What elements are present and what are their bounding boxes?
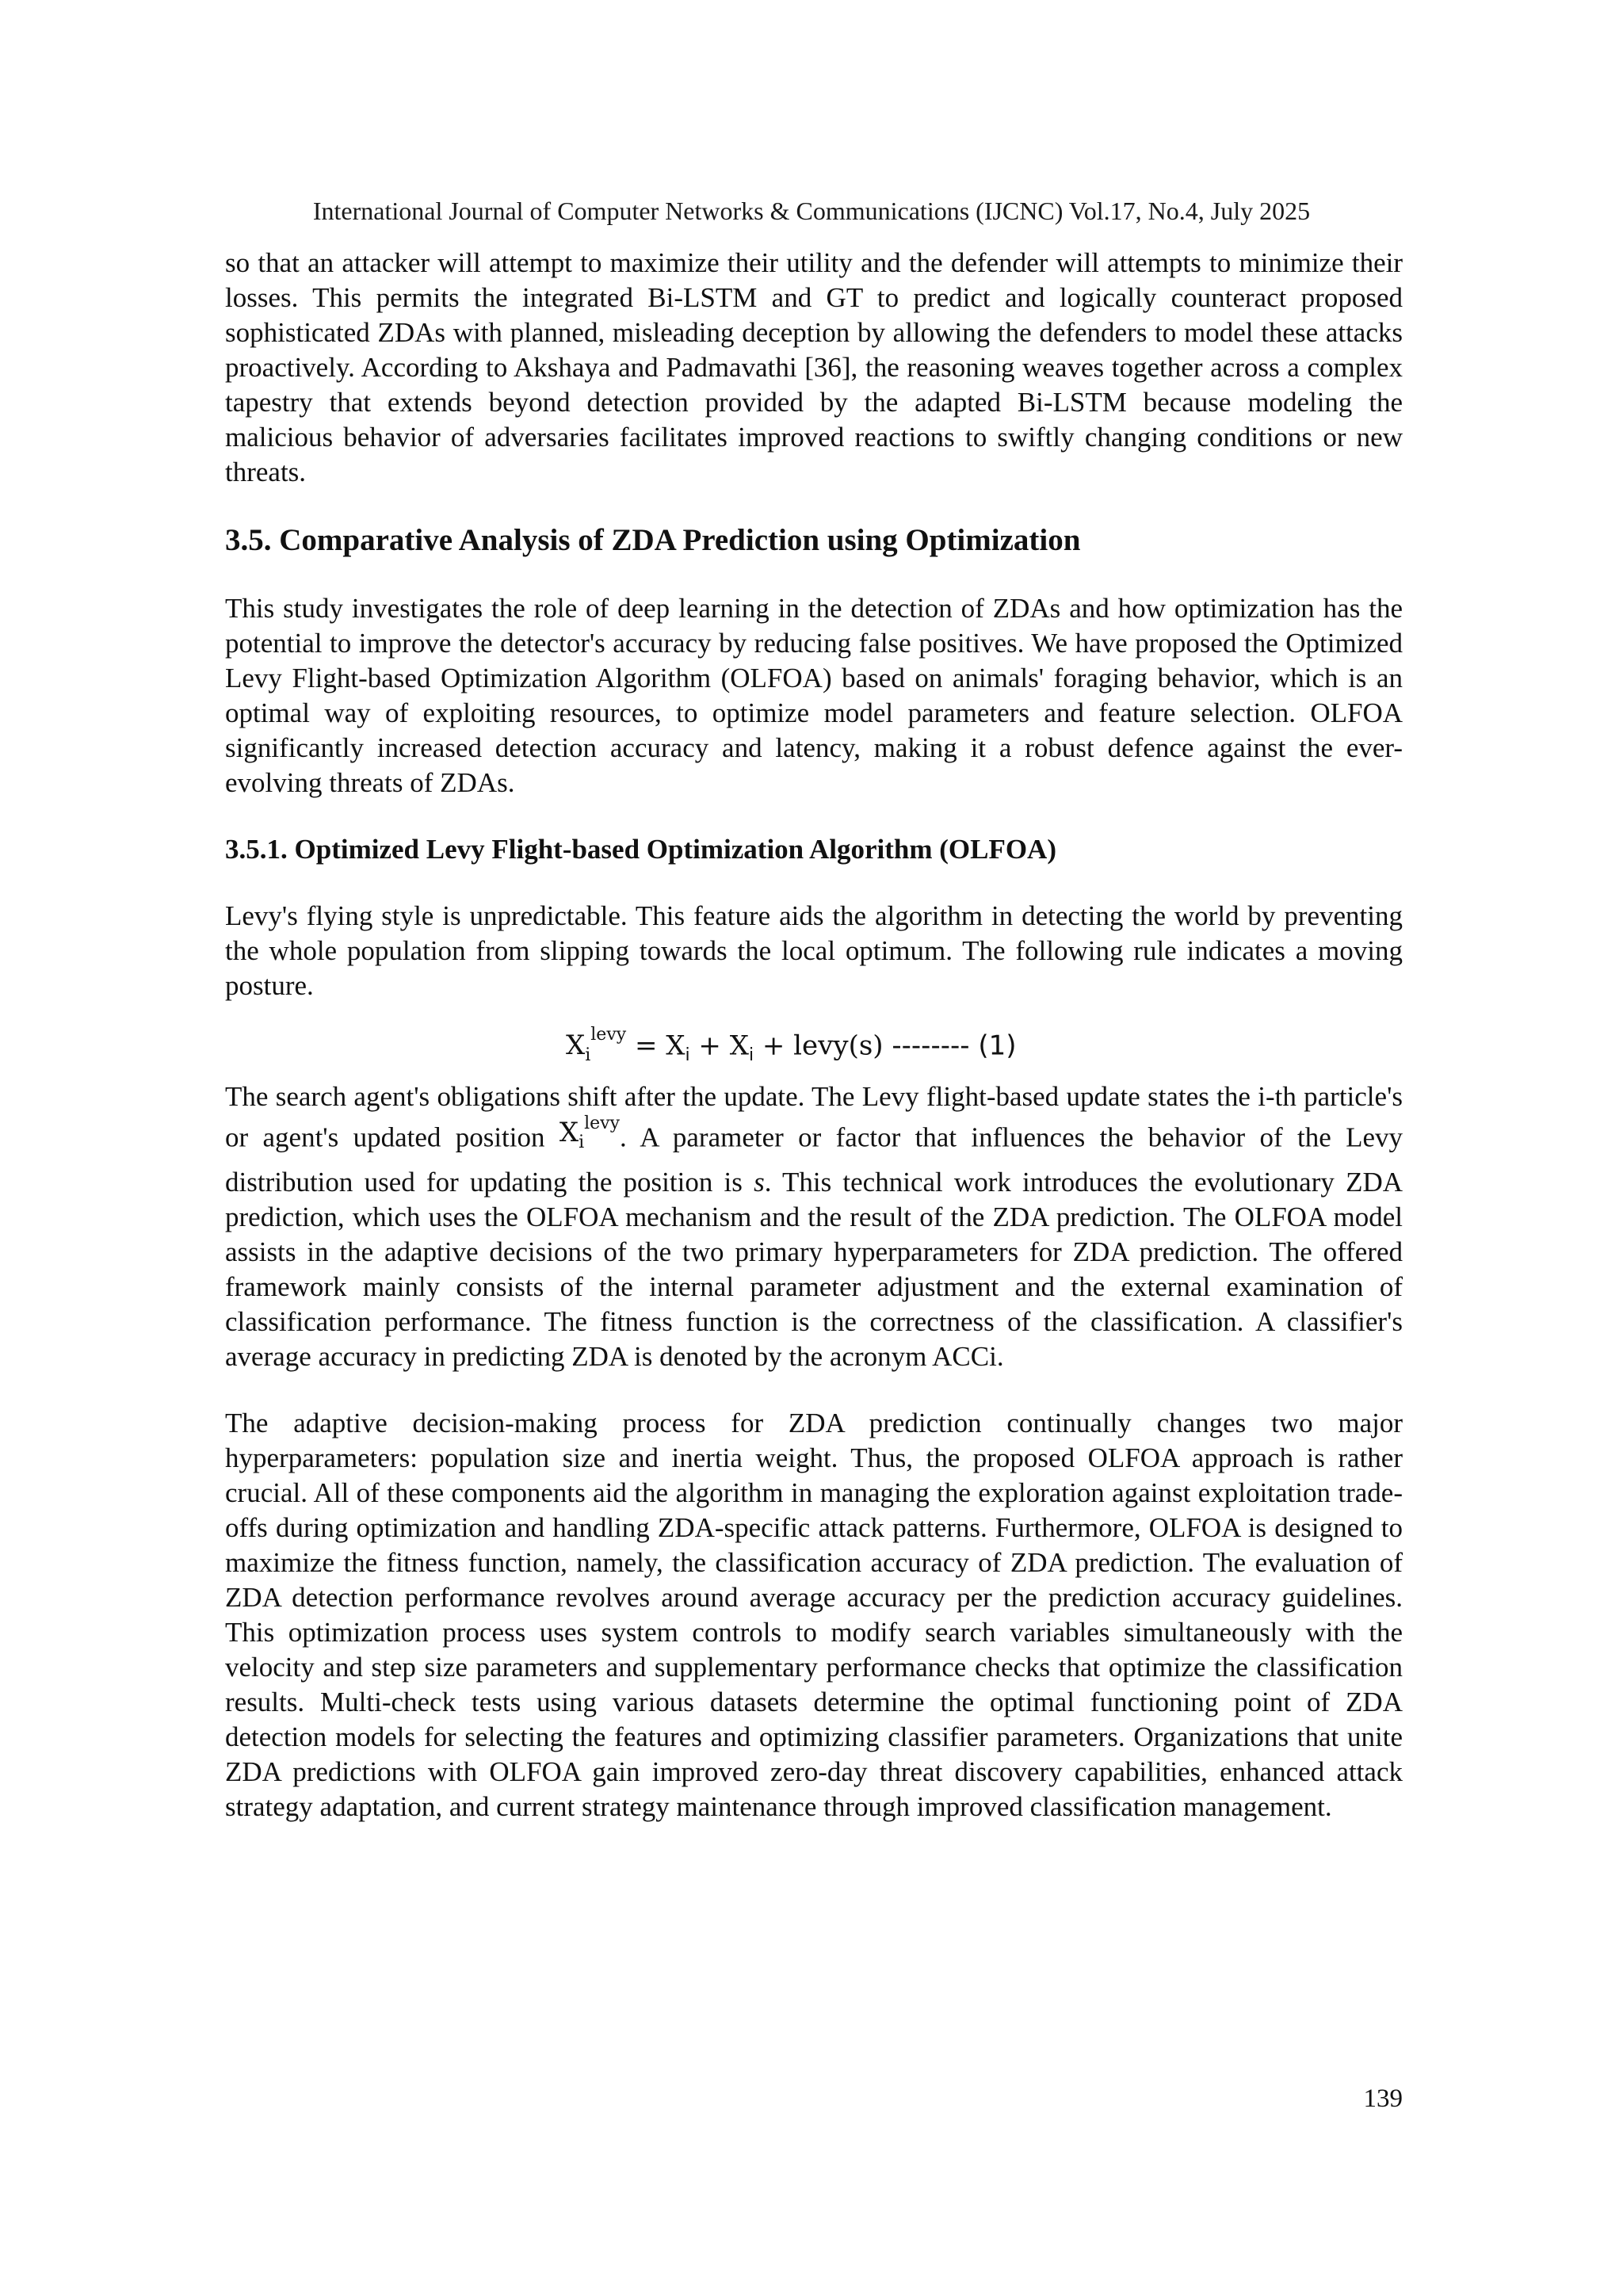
inline-math-x-levy: $X_i^{levy}$	[559, 1114, 621, 1153]
equation-block	[225, 1003, 1403, 1079]
paragraph-levy-update: The search agent's obligations shift after the update. The Levy flight-based update states the i-th particle's or agent's updated position $X_i^{levy}$. A parameter or factor that influences the behavior of the Levy distribution used for updating the position is s. This technical work introduces the evolutionary ZDA prediction, which uses the OLFOA mechanism and the result of the ZDA prediction. The OLFOA model assists in the adaptive decisions of the two primary hyperparameters for ZDA prediction. The offered framework mainly consists of the internal parameter adjustment and the external examination of classification performance. The fitness function is the correctness of the classification. A classifier's average accuracy in predicting ZDA is denoted by the acronym ACCi.	[225, 1081, 1403, 1373]
body-text	[225, 246, 1403, 1824]
equation-number: (1)	[978, 1030, 1017, 1062]
equation-1: $X_i^{levy} = X_i + X_i$ + levy(s) -------- (1)	[566, 1025, 1017, 1066]
paragraph-adaptive-process: The adaptive decision-making process for ZDA prediction continually changes two major hyperparameters: population size and inertia weight. Thus, the proposed OLFOA approach is rather crucial. All of these components aid the algorithm in managing the exploration against exploitation trade-offs during optimization and handling ZDA-specific attack patterns. Furthermore, OLFOA is designed to maximize the fitness function, namely, the classification accuracy of ZDA prediction. The evaluation of ZDA detection performance revolves around average accuracy per the prediction accuracy guidelines. This optimization process uses system controls to modify search variables simultaneously with the velocity and step size parameters and supplementary performance checks that optimize the classification results. Multi-check tests using various datasets determine the optimal functioning point of ZDA detection models for selecting the features and optimizing classifier parameters. Organizations that unite ZDA predictions with OLFOA gain improved zero-day threat discovery capabilities, enhanced attack strategy adaptation, and current strategy maintenance through improved classification management.	[225, 1408, 1403, 1823]
equation-lhs: $X_i^{levy}$	[566, 1025, 627, 1066]
running-header: International Journal of Computer Networks & Communications (IJCNC) Vol.17, No.4, July 2025	[312, 197, 1311, 225]
section-heading: 3.5. Comparative Analysis of ZDA Prediction using Optimization	[225, 523, 1081, 557]
paragraph-continuation: so that an attacker will attempt to maximize their utility and the defender will attempts to minimize their losses. This permits the integrated Bi-LSTM and GT to predict and logically counteract proposed sophisticated ZDAs with planned, misleading deception by allowing the defenders to model these attacks proactively. According to Akshaya and Padmavathi [36], the reasoning weaves together across a complex tapestry that extends beyond detection provided by the adapted Bi-LSTM because modeling the malicious behavior of adversaries facilitates improved reactions to swiftly changing conditions or new threats.	[225, 247, 1403, 487]
inline-param-s: s	[754, 1167, 765, 1198]
page-number: 139	[1363, 2084, 1403, 2113]
paragraph-section-intro: This study investigates the role of deep learning in the detection of ZDAs and how optimization has the potential to improve the detector's accuracy by reducing false positives. We have proposed the Optimized Levy Flight-based Optimization Algorithm (OLFOA) based on animals' foraging behavior, which is an optimal way of exploiting resources, to optimize model parameters and feature selection. OLFOA significantly increased detection accuracy and latency, making it a robust defence against the ever-evolving threats of ZDAs.	[225, 593, 1403, 798]
paragraph-levy-intro: Levy's flying style is unpredictable. This feature aids the algorithm in detecting the world by preventing the whole population from slipping towards the local optimum. The following rule indicates a moving posture.	[225, 900, 1403, 1001]
subsection-heading: 3.5.1. Optimized Levy Flight-based Optimization Algorithm (OLFOA)	[225, 834, 1056, 865]
